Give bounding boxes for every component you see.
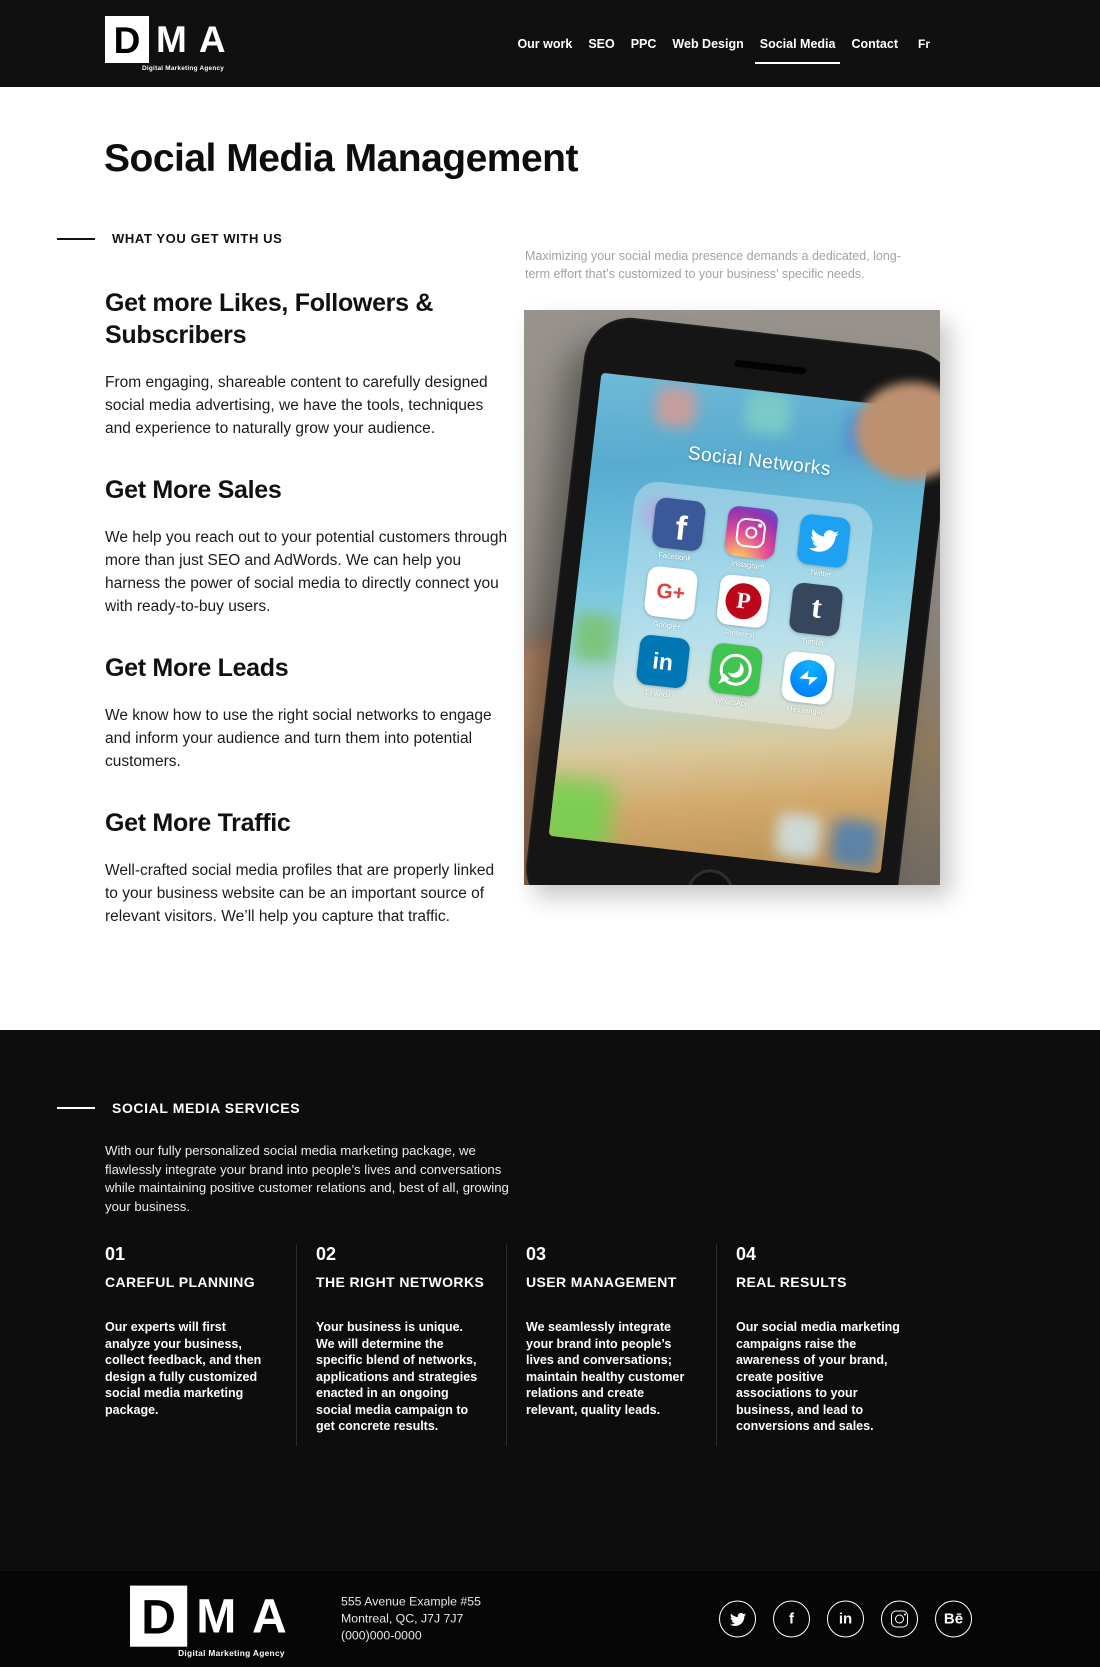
- service-title: USER MANAGEMENT: [526, 1274, 677, 1290]
- section-tag-what-you-get: [57, 231, 282, 246]
- app-linkedin[interactable]: in Linkedin: [622, 632, 702, 702]
- whatsapp-icon: [708, 642, 763, 697]
- address-line-phone: (000)000-0000: [341, 1628, 422, 1643]
- linkedin-icon: in: [635, 634, 690, 689]
- features-list: [105, 287, 509, 928]
- service-title: THE RIGHT NETWORKS: [316, 1274, 485, 1290]
- phone-speaker: [734, 360, 806, 375]
- section-tag-label: SOCIAL MEDIA SERVICES: [112, 1100, 301, 1116]
- service-text: Your business is unique. We will determine the specific blend of networks, applications and strategies enacted in an ongoing social media campaign to get concrete results.: [316, 1320, 478, 1433]
- app-messenger[interactable]: Messenger: [768, 649, 848, 719]
- service-real-results: [716, 1244, 926, 1446]
- logo-subtitle: Digital Marketing Agency: [178, 1649, 285, 1659]
- address-line-city: Montreal, QC, J7J 7J7: [341, 1611, 464, 1626]
- feature-text: Well-crafted social media profiles that are properly linked to your business website can be an important source of relevant visitors. We’ll help you capture that traffic.: [105, 862, 495, 925]
- app-pinterest[interactable]: P Pinterest: [703, 572, 783, 642]
- tag-dash-line: [57, 238, 95, 240]
- logo-letter-d: D: [141, 1590, 176, 1645]
- social-networks-folder: [611, 479, 875, 732]
- service-number: 04: [736, 1244, 757, 1264]
- social-links: [719, 1601, 972, 1638]
- dma-logo[interactable]: [105, 14, 238, 74]
- nav-item-social-media[interactable]: Social Media: [759, 36, 836, 51]
- blurred-app-icon: [571, 611, 618, 663]
- service-number: 03: [526, 1244, 547, 1264]
- behance-icon[interactable]: Bē: [935, 1601, 972, 1638]
- tag-dash-line: [57, 1107, 95, 1109]
- service-text: We seamlessly integrate your brand into people’s lives and conversations; maintain healthy customer relations and create relevant, quality leads.: [526, 1320, 685, 1417]
- blurred-dock-icon: [549, 775, 615, 855]
- service-careful-planning: [105, 1244, 296, 1446]
- twitter-bird-icon: [797, 513, 852, 568]
- feature-heading: Get More Traffic: [105, 809, 291, 837]
- app-tumblr[interactable]: t Tumblr: [776, 581, 856, 651]
- dma-logo-footer[interactable]: [130, 1583, 303, 1661]
- section-tag-services: [57, 1100, 300, 1116]
- logo-subtitle: Digital Marketing Agency: [142, 65, 225, 72]
- instagram-icon[interactable]: [881, 1601, 918, 1638]
- blurred-app-icon: [744, 389, 792, 436]
- app-whatsapp[interactable]: WhatsApp: [695, 641, 775, 711]
- logo-letter-d: D: [113, 20, 141, 61]
- nav-item-seo[interactable]: SEO: [588, 36, 615, 51]
- service-number: 01: [105, 1244, 126, 1264]
- feature-more-traffic: [105, 807, 509, 928]
- facebook-icon[interactable]: f: [773, 1601, 810, 1638]
- address-line-street: 555 Avenue Example #55: [341, 1594, 481, 1609]
- service-title: REAL RESULTS: [736, 1274, 847, 1290]
- phone-home-button: [685, 867, 736, 885]
- feature-heading: Get more Likes, Followers & Subscribers: [105, 289, 434, 349]
- google-plus-icon: G+: [643, 565, 698, 620]
- app-facebook[interactable]: f Facebook: [638, 495, 718, 565]
- linkedin-icon[interactable]: in: [827, 1601, 864, 1638]
- logo-letters-ma: MA: [156, 19, 238, 60]
- what-you-get-section: [0, 87, 1100, 1030]
- nav-item-contact[interactable]: Contact: [851, 36, 898, 51]
- nav-item-web-design[interactable]: Web Design: [672, 36, 744, 51]
- service-user-management: [506, 1244, 716, 1446]
- folder-title: Social Networks: [686, 443, 833, 481]
- logo-d-box: [105, 16, 149, 63]
- service-number: 02: [316, 1244, 337, 1264]
- feature-text: We know how to use the right social networks to engage and inform your audience and turn them into potential customers.: [105, 707, 492, 770]
- services-intro: With our fully personalized social media marketing package, we flawlessly integrate your brand into people’s lives and conversations while maintaining positive customer relations and, best of all, growing your business.: [105, 1143, 509, 1214]
- feature-likes-followers: [105, 287, 509, 440]
- service-text: Our social media marketing campaigns raise the awareness of your brand, create positive associations to your business, and lead to conversions and sales.: [736, 1320, 900, 1433]
- logo-letters-ma: MA: [196, 1589, 303, 1643]
- page-title: Social Media Management: [104, 137, 578, 180]
- app-instagram[interactable]: Instagram: [711, 504, 791, 574]
- feature-more-leads: [105, 652, 509, 773]
- twitter-icon[interactable]: [719, 1601, 756, 1638]
- footer-address: [341, 1594, 481, 1645]
- app-twitter[interactable]: Twitter: [784, 512, 864, 582]
- service-right-networks: [296, 1244, 506, 1446]
- instagram-icon: [724, 505, 779, 560]
- logo-d-box: [130, 1586, 187, 1647]
- blurred-dock-icon: [774, 812, 823, 861]
- social-media-services-section: [0, 1030, 1100, 1570]
- site-header: [0, 0, 1100, 87]
- feature-more-sales: [105, 474, 509, 618]
- service-columns: [105, 1244, 926, 1446]
- blurred-app-icon: [654, 385, 698, 429]
- nav-item-our-work[interactable]: Our work: [517, 36, 573, 51]
- service-text: Our experts will first analyze your business, collect feedback, and then design a fully customized social media marketing package.: [105, 1320, 262, 1417]
- photo-caption: Maximizing your social media presence demands a dedicated, long-term effort that’s customized to your business’ specific needs.: [525, 249, 901, 281]
- main-nav: [517, 0, 930, 87]
- phone-photo: [524, 310, 940, 885]
- site-footer: [0, 1570, 1100, 1667]
- nav-item-ppc[interactable]: PPC: [630, 36, 657, 51]
- nav-item-language-fr[interactable]: Fr: [918, 36, 930, 51]
- blurred-dock-icon: [829, 818, 880, 869]
- section-tag-label: WHAT YOU GET WITH US: [112, 231, 283, 246]
- app-google-plus[interactable]: G+ Google+: [630, 564, 710, 634]
- tumblr-icon: t: [789, 582, 844, 637]
- pinterest-icon: P: [716, 574, 771, 629]
- facebook-icon: f: [651, 497, 706, 552]
- feature-text: We help you reach out to your potential customers through more than just SEO and AdWords. We can help you harness the power of social media to directly connect you with ready-to-buy users.: [105, 529, 508, 615]
- messenger-icon: [781, 650, 836, 705]
- feature-heading: Get More Leads: [105, 654, 289, 682]
- feature-heading: Get More Sales: [105, 476, 282, 504]
- service-title: CAREFUL PLANNING: [105, 1274, 256, 1290]
- feature-text: From engaging, shareable content to carefully designed social media advertising, we have the tools, techniques and experience to naturally grow your audience.: [105, 374, 488, 437]
